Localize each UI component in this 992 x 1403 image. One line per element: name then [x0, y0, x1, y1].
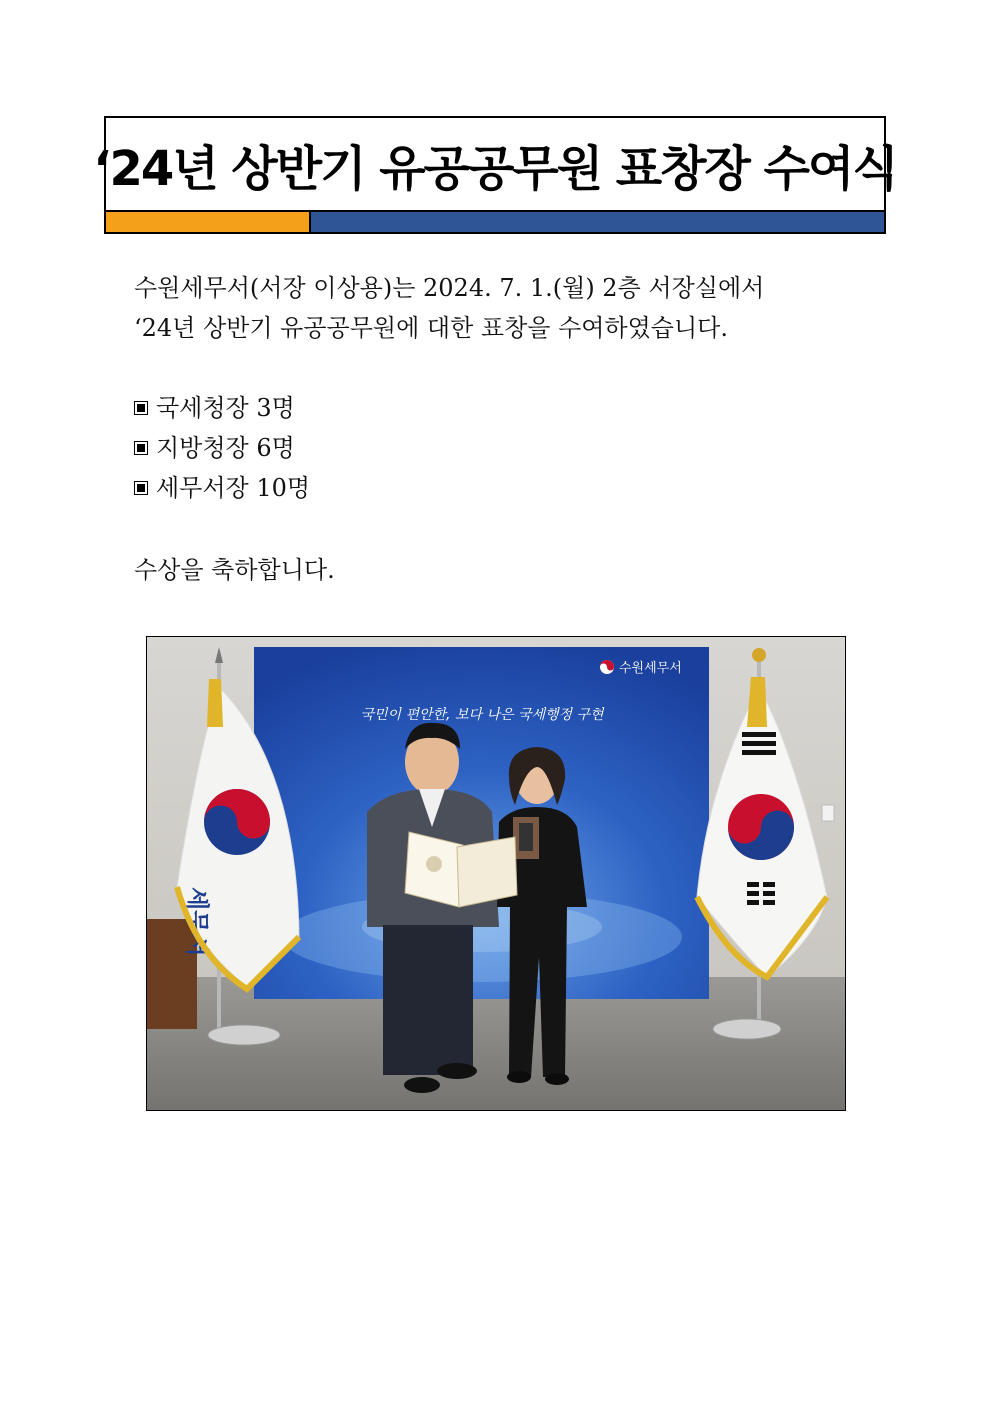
- closing-text: 수상을 축하합니다.: [134, 556, 335, 584]
- awards-list: [134, 388, 310, 508]
- intro-line-1: 수원세무서(서장 이상용)는 2024. 7. 1.(월) 2층 서장실에서: [134, 274, 765, 302]
- accent-bar-blue: [311, 212, 884, 232]
- title-accent-bar: [104, 210, 886, 234]
- title-box: [93, 116, 897, 210]
- backdrop-logo-text: 수원세무서: [619, 661, 682, 676]
- intro-paragraph: [134, 268, 764, 348]
- square-bullet-icon: [134, 481, 148, 495]
- accent-bar-orange: [106, 212, 311, 232]
- award-label: 국세청장 3명: [156, 394, 295, 422]
- award-label: 세무서장 10명: [156, 474, 311, 502]
- intro-line-2: ‘24년 상반기 유공공무원에 대한 표창을 수여하였습니다.: [134, 314, 728, 342]
- list-item: [134, 388, 310, 428]
- list-item: [134, 468, 310, 508]
- page-title: ‘24년 상반기 유공공무원 표창장 수여식: [93, 140, 897, 197]
- square-bullet-icon: [134, 401, 148, 415]
- award-label: 지방청장 6명: [156, 434, 295, 462]
- list-item: [134, 428, 310, 468]
- left-flag-text: 세무서: [183, 887, 211, 957]
- ceremony-photo: [146, 636, 846, 1111]
- backdrop-slogan: 국민이 편안한, 보다 나은 국세행정 구현: [360, 707, 604, 723]
- square-bullet-icon: [134, 441, 148, 455]
